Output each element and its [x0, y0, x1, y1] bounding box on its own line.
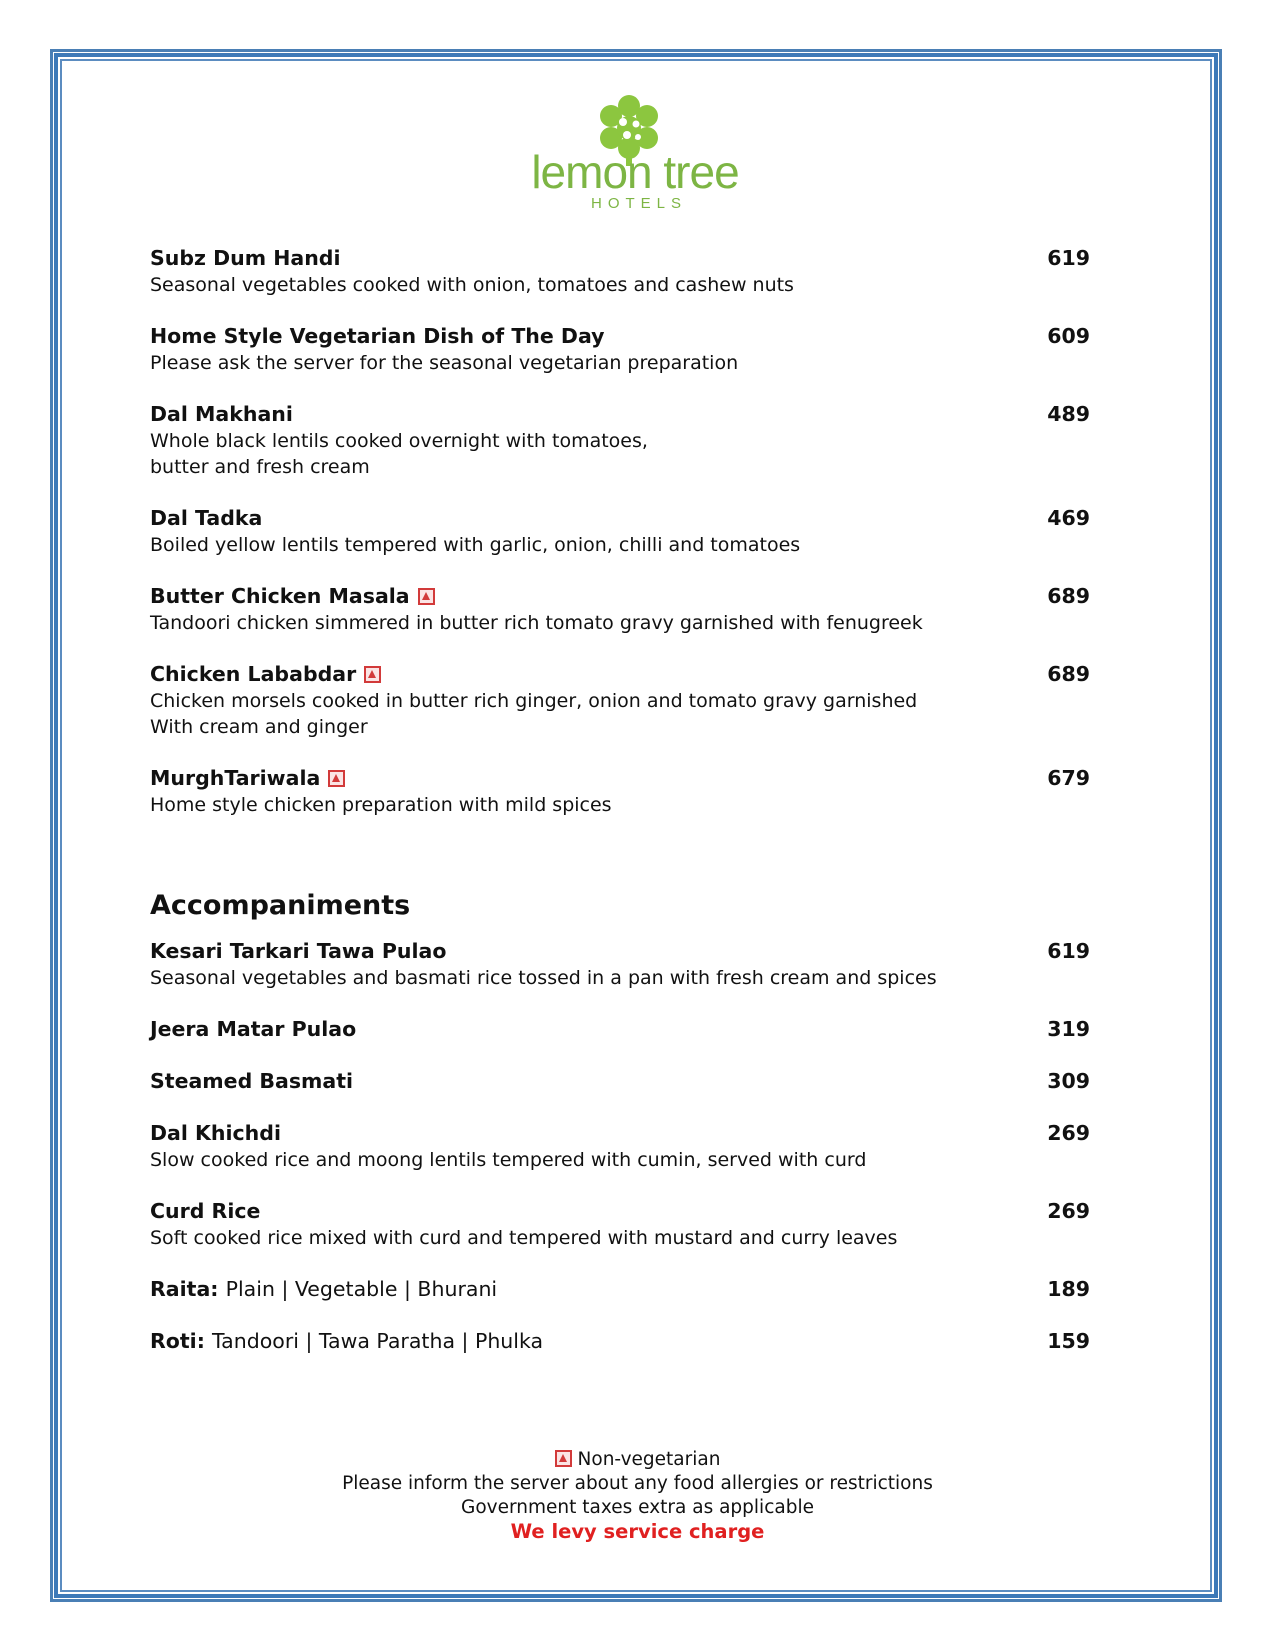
- menu-item: [150, 1120, 1090, 1173]
- item-name: Curd Rice: [150, 1199, 261, 1223]
- item-price: 679: [1047, 766, 1090, 790]
- item-name-row: [150, 583, 1090, 610]
- item-name: Kesari Tarkari Tawa Pulao: [150, 939, 447, 963]
- item-price: 619: [1047, 246, 1090, 270]
- item-name: Jeera Matar Pulao: [150, 1017, 357, 1041]
- item-name-row: [150, 765, 1090, 792]
- svg-text:lemon tree: lemon tree: [531, 146, 739, 198]
- item-name: MurghTariwala: [150, 766, 321, 790]
- legend-row: [300, 1448, 975, 1472]
- non-veg-icon: [418, 588, 435, 605]
- menu-item: [150, 505, 1090, 558]
- item-price: 689: [1047, 584, 1090, 608]
- menu-item: [150, 1016, 1090, 1043]
- menu-item: [150, 323, 1090, 376]
- lemon-tree-logo-graphic: [525, 92, 745, 216]
- item-name: Chicken Lababdar: [150, 662, 357, 686]
- item-price: 609: [1047, 324, 1090, 348]
- item-name-row: [150, 1328, 1090, 1355]
- item-price: 469: [1047, 506, 1090, 530]
- lemon-tree-logo: [525, 92, 745, 216]
- tax-note: Government taxes extra as applicable: [461, 1497, 814, 1518]
- item-description: butter and fresh cream: [150, 456, 370, 478]
- non-veg-icon: [364, 666, 381, 683]
- legend-label: Non-vegetarian: [577, 1449, 721, 1470]
- item-name: Butter Chicken Masala: [150, 584, 410, 608]
- non-veg-icon: [555, 1450, 572, 1467]
- item-name: Roti:: [150, 1329, 205, 1353]
- item-name: Raita:: [150, 1277, 219, 1301]
- item-name: Dal Makhani: [150, 402, 293, 426]
- menu-item: [150, 765, 1090, 818]
- item-description: Please ask the server for the seasonal vegetarian preparation: [150, 352, 739, 374]
- menu-item: [150, 401, 1090, 480]
- item-description: Boiled yellow lentils tempered with garlic, onion, chilli and tomatoes: [150, 534, 801, 556]
- menu-item: [150, 1198, 1090, 1251]
- item-name: Home Style Vegetarian Dish of The Day: [150, 324, 605, 348]
- item-price: 319: [1047, 1017, 1090, 1041]
- item-price: 619: [1047, 939, 1090, 963]
- item-description: With cream and ginger: [150, 716, 368, 738]
- section-heading-accompaniments: Accompaniments: [150, 890, 411, 921]
- item-name: Dal Khichdi: [150, 1121, 281, 1145]
- item-options: Plain | Vegetable | Bhurani: [225, 1277, 498, 1301]
- item-description: Seasonal vegetables cooked with onion, tomatoes and cashew nuts: [150, 274, 794, 296]
- item-name-row: [150, 1276, 1090, 1303]
- svg-text:HOTELS: HOTELS: [590, 195, 688, 212]
- item-price: 489: [1047, 402, 1090, 426]
- menu-footer: [300, 1448, 975, 1544]
- menu-item: [150, 938, 1090, 991]
- item-description: Soft cooked rice mixed with curd and tempered with mustard and curry leaves: [150, 1227, 898, 1249]
- menu-item: [150, 1328, 1090, 1355]
- service-charge-note: We levy service charge: [510, 1520, 765, 1543]
- menu-item: [150, 661, 1090, 740]
- item-name: Subz Dum Handi: [150, 246, 341, 270]
- item-price: 269: [1047, 1121, 1090, 1145]
- item-description: Chicken morsels cooked in butter rich ginger, onion and tomato gravy garnished: [150, 690, 918, 712]
- non-veg-icon: [328, 770, 345, 787]
- item-price: 309: [1047, 1069, 1090, 1093]
- item-description: Tandoori chicken simmered in butter rich tomato gravy garnished with fenugreek: [150, 612, 923, 634]
- allergy-note: Please inform the server about any food allergies or restrictions: [342, 1473, 933, 1494]
- item-price: 159: [1047, 1329, 1090, 1353]
- item-description: Seasonal vegetables and basmati rice tossed in a pan with fresh cream and spices: [150, 967, 937, 989]
- item-description: Home style chicken preparation with mild spices: [150, 794, 612, 816]
- item-name: Dal Tadka: [150, 506, 263, 530]
- menu-item: [150, 1276, 1090, 1303]
- menu-item: [150, 583, 1090, 636]
- item-price: 689: [1047, 662, 1090, 686]
- item-price: 269: [1047, 1199, 1090, 1223]
- item-name-row: [150, 661, 1090, 688]
- item-name: Steamed Basmati: [150, 1069, 354, 1093]
- item-price: 189: [1047, 1277, 1090, 1301]
- item-description: Slow cooked rice and moong lentils tempered with cumin, served with curd: [150, 1149, 867, 1171]
- menu-item: [150, 245, 1090, 298]
- menu-item: [150, 1068, 1090, 1095]
- item-options: Tandoori | Tawa Paratha | Phulka: [212, 1329, 544, 1353]
- item-description: Whole black lentils cooked overnight with tomatoes,: [150, 430, 648, 452]
